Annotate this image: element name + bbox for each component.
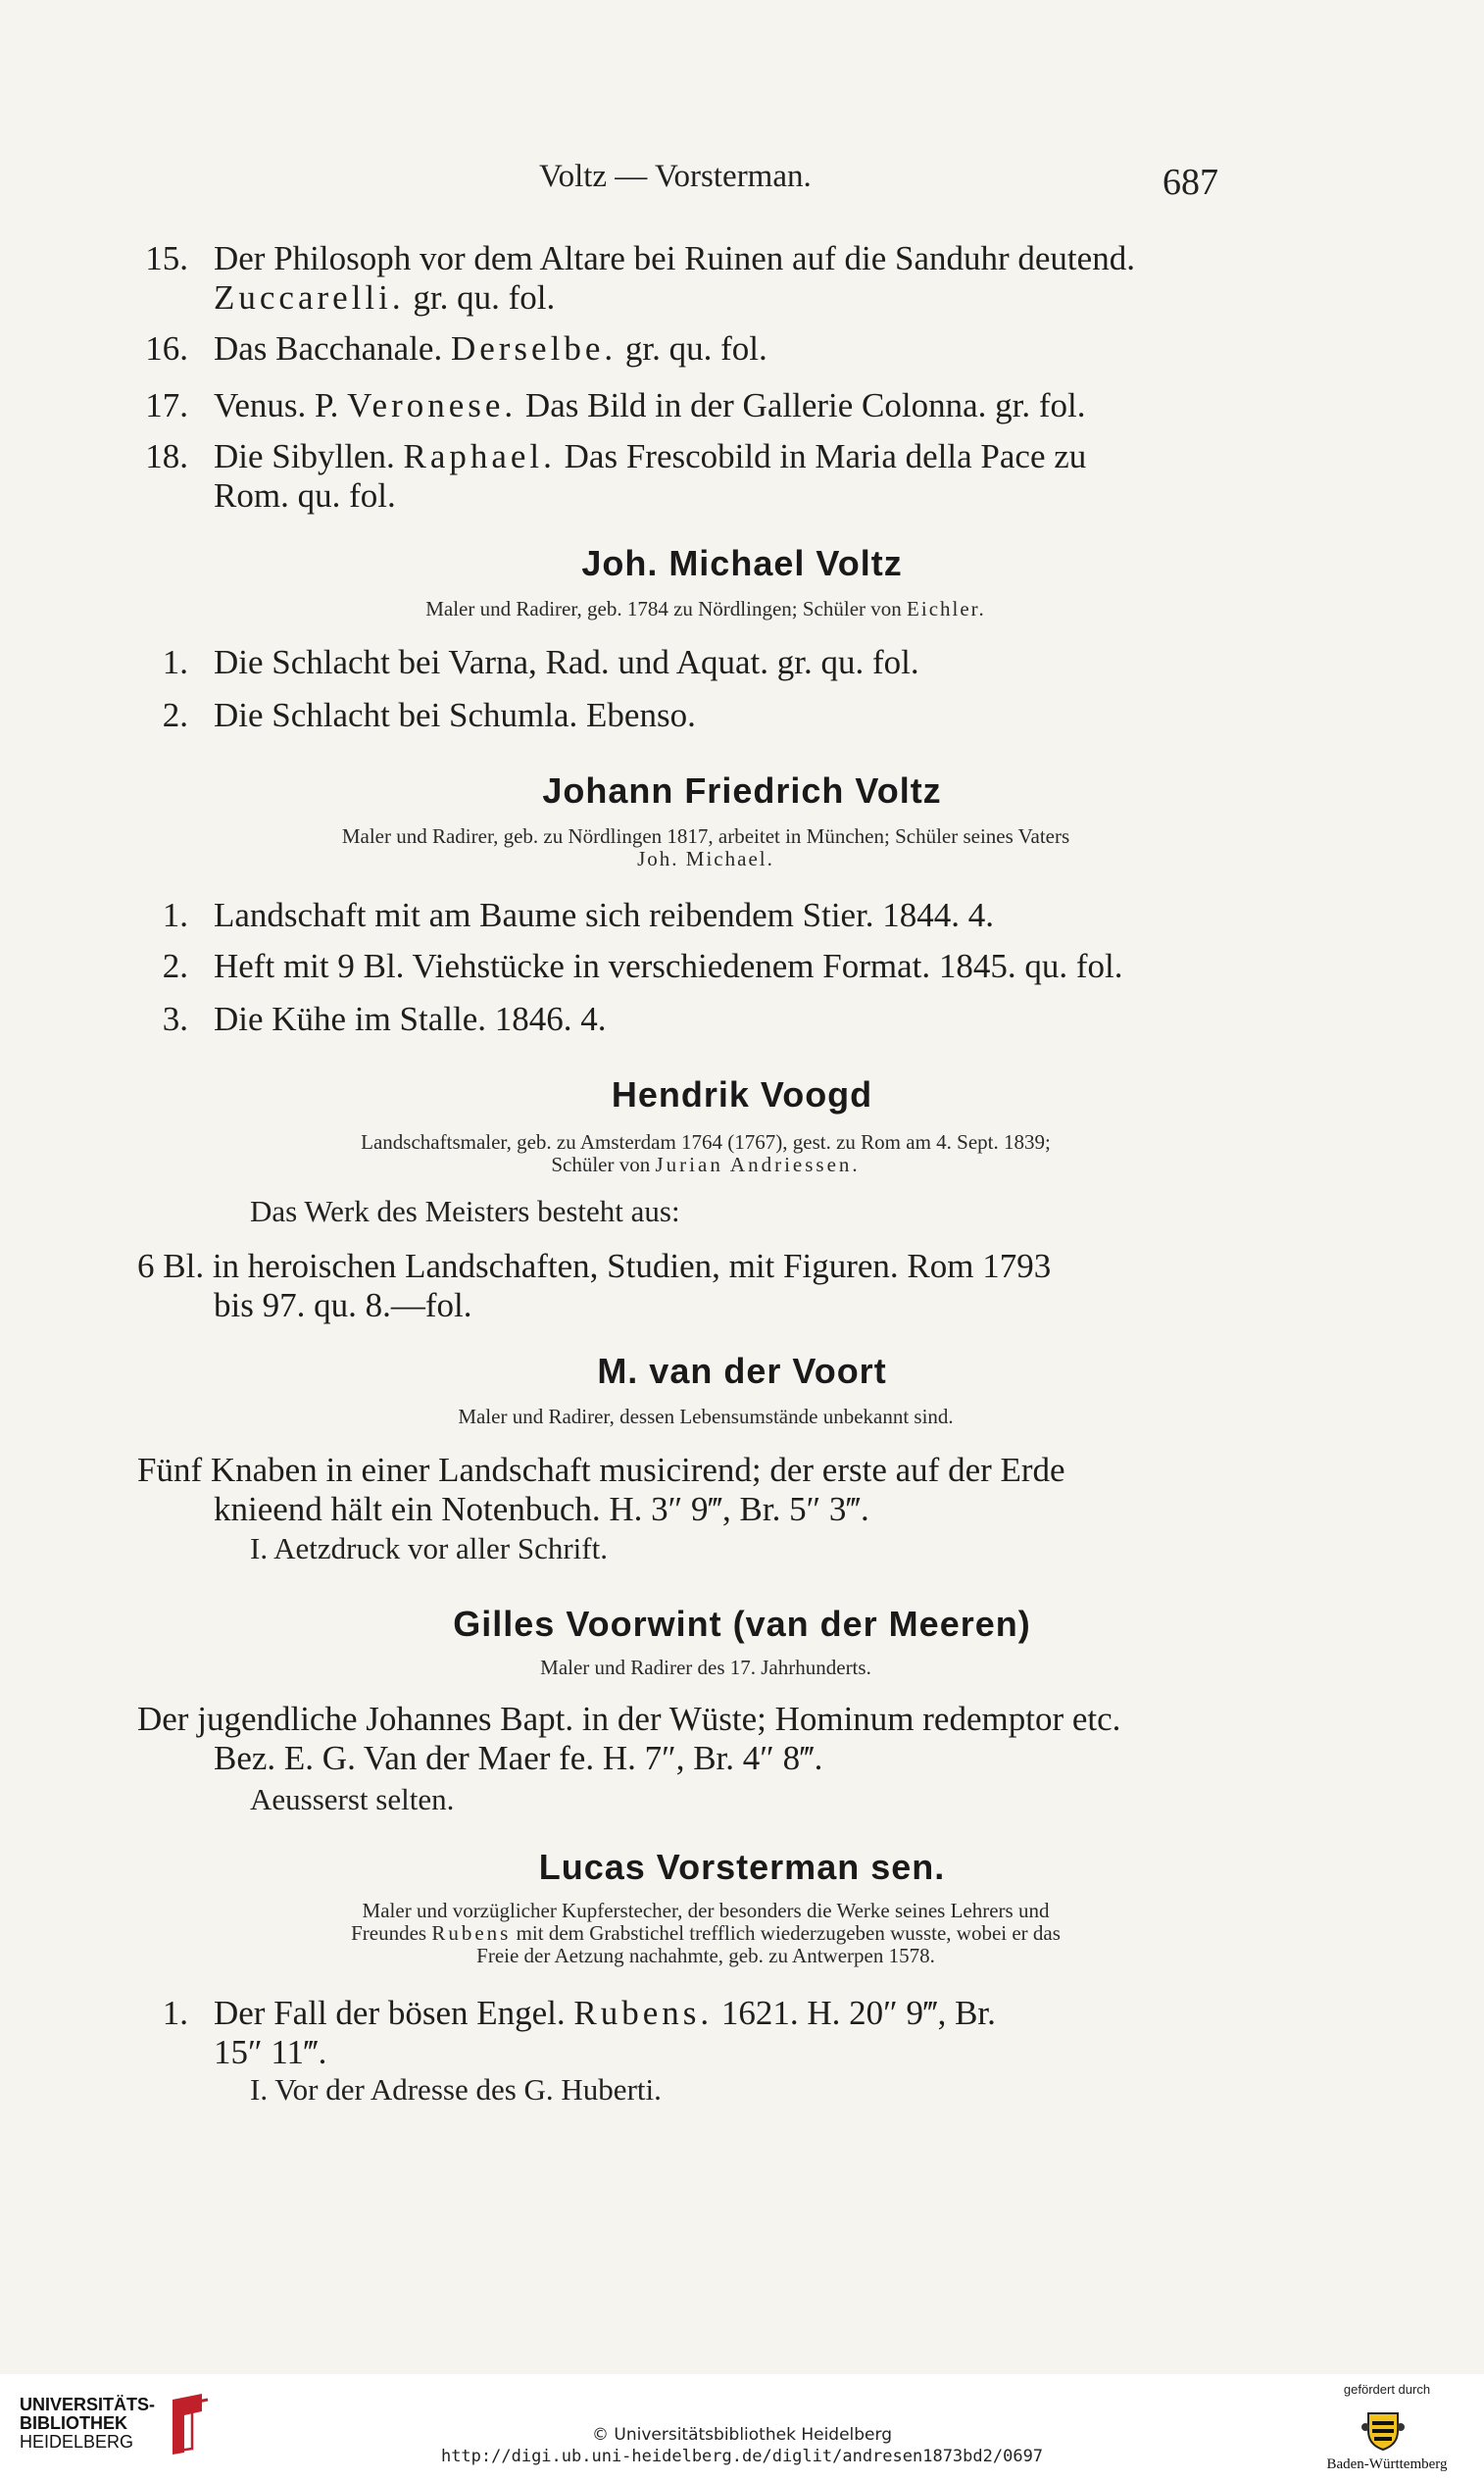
catalog-item [137, 643, 1243, 682]
item-number: 16. [145, 329, 188, 368]
item-number: 1. [162, 1994, 188, 2032]
artist-name: Johann Friedrich Voltz [542, 770, 942, 811]
item-text: Die Sibyllen. Raphael. Das Frescobild in Maria della Pace zu Rom. qu. fol. [214, 437, 1087, 515]
catalog-item [137, 896, 1243, 935]
catalog-entry: Fünf Knaben in einer Landschaft musicirend; der erste auf der Erde knieend hält ein Notenbuch. H. 3″ 9‴, Br. 5″ 3‴. [137, 1451, 1065, 1528]
catalog-item [137, 329, 1243, 369]
item-text: Die Schlacht bei Schumla. Ebenso. [214, 696, 696, 734]
item-text: Das Bacchanale. Derselbe. gr. qu. fol. [214, 329, 767, 368]
catalog-item [137, 1000, 1243, 1039]
artist-bio: Landschaftsmaler, geb. zu Amsterdam 1764 (1767), gest. zu Rom am 4. Sept. 1839; Schüler von Jurian Andriessen. [361, 1130, 1051, 1176]
coat-of-arms-icon [1360, 2407, 1406, 2453]
artist-bio: Maler und Radirer, geb. 1784 zu Nördlingen; Schüler von Eichler. [425, 597, 986, 620]
artist-name: Gilles Voorwint (van der Meeren) [453, 1604, 1031, 1644]
item-number: 2. [162, 947, 188, 985]
impression-note: I. Aetzdruck vor aller Schrift. [250, 1531, 608, 1565]
item-number: 17. [145, 386, 188, 424]
item-number: 2. [162, 696, 188, 734]
artist-bio: Maler und Radirer, geb. zu Nördlingen 1817, arbeitet in München; Schüler seines Vaters Joh. Michael. [341, 824, 1070, 870]
page-number: 687 [1162, 162, 1218, 203]
item-number: 18. [145, 437, 188, 475]
footer-bar [0, 2374, 1484, 2480]
artist-name: Joh. Michael Voltz [581, 543, 903, 583]
item-text: Venus. P. Veronese. Das Bild in der Gallerie Colonna. gr. fol. [214, 386, 1086, 424]
item-text: Heft mit 9 Bl. Viehstücke in verschiedenem Format. 1845. qu. fol. [214, 947, 1123, 985]
catalog-item [137, 947, 1243, 986]
item-number: 1. [162, 643, 188, 681]
catalog-entry: 6 Bl. in heroischen Landschaften, Studien, mit Figuren. Rom 1793 bis 97. qu. 8.—fol. [137, 1247, 1052, 1324]
artist-name: Hendrik Voogd [611, 1074, 873, 1115]
artist-name: Lucas Vorsterman sen. [538, 1847, 946, 1887]
artist-name: M. van der Voort [597, 1351, 887, 1391]
item-number: 1. [162, 896, 188, 934]
item-text: Der Fall der bösen Engel. Rubens. 1621. H. 20″ 9‴, Br. 15″ 11‴. [214, 1994, 996, 2071]
catalog-item [137, 696, 1243, 735]
state-label: Baden-Württemberg [1326, 2456, 1448, 2472]
catalog-item [137, 437, 1243, 516]
item-number: 15. [145, 239, 188, 277]
item-text: Der Philosoph vor dem Altare bei Ruinen auf die Sanduhr deutend. Zuccarelli. gr. qu. fol. [214, 239, 1135, 317]
catalog-item [137, 386, 1243, 425]
impression-note: I. Vor der Adresse des G. Huberti. [250, 2072, 662, 2107]
item-text: Landschaft mit am Baume sich reibendem Stier. 1844. 4. [214, 896, 995, 934]
library-logo-text[interactable]: UNIVERSITÄTS- BIBLIOTHEK HEIDELBERG [20, 2395, 156, 2452]
catalog-entry: Der jugendliche Johannes Bapt. in der Wüste; Hominum redemptor etc. Bez. E. G. Van der Maer fe. H. 7″, Br. 4″ 8‴. [137, 1700, 1121, 1777]
permalink[interactable]: http://digi.ub.uni-heidelberg.de/diglit/andresen1873bd2/0697 [440, 2447, 1044, 2466]
item-number: 3. [162, 1000, 188, 1038]
rarity-note: Aeusserst selten. [250, 1782, 455, 1816]
catalog-item [137, 239, 1243, 318]
running-head-title: Voltz — Vorsterman. [539, 159, 812, 194]
copyright-text: © Universitätsbibliothek Heidelberg [591, 2425, 892, 2445]
artist-bio: Maler und Radirer, dessen Lebensumstände unbekannt sind. [458, 1405, 954, 1428]
work-intro: Das Werk des Meisters besteht aus: [250, 1194, 680, 1228]
funding-label: gefördert durch [1343, 2382, 1431, 2397]
artist-bio: Maler und vorzüglicher Kupferstecher, der besonders die Werke seines Lehrers und Freundes Rubens mit dem Grabstichel trefflich wiederzugeben wusste, wobei er das Freie der Aetzung nachahmte, geb. zu Antwerpen 1578. [351, 1899, 1061, 1967]
item-text: Die Kühe im Stalle. 1846. 4. [214, 1000, 607, 1038]
catalog-item [137, 1994, 1243, 2072]
item-text: Die Schlacht bei Varna, Rad. und Aquat. gr. qu. fol. [214, 643, 919, 681]
artist-bio: Maler und Radirer des 17. Jahrhunderts. [540, 1656, 871, 1679]
